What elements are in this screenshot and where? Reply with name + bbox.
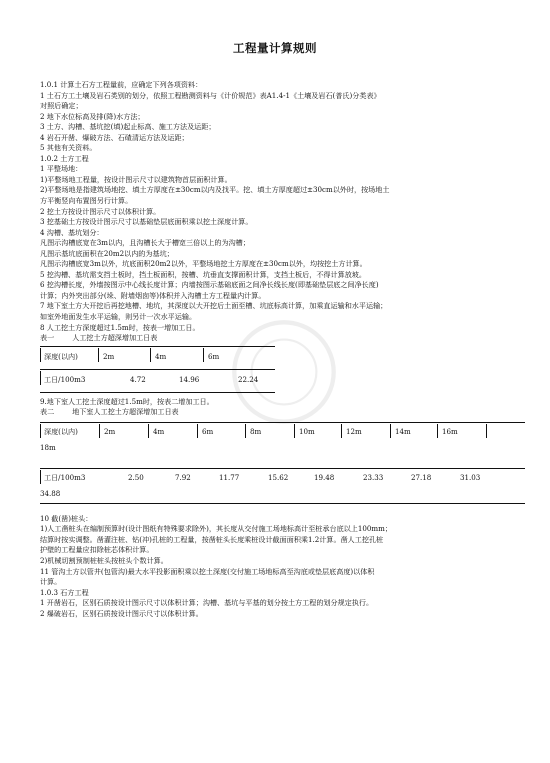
text-line: 2 挖土方按设计图示尺寸以体积计算。	[40, 206, 161, 216]
text-line: 计算；内外突出部分(垛、附墙烟囱等)体积并入沟槽土方工程量内计算。	[40, 290, 266, 300]
table-2-header-row	[40, 423, 525, 443]
text-line: 2)平整场地是指建筑场地挖、填土方厚度在±30cm以内及找平。挖、填土方厚度超过±30cm以外时，按场地土	[40, 185, 390, 195]
table-cell: 12m	[346, 426, 362, 436]
table-cell: 7.92	[175, 472, 191, 482]
text-line: 1 开凿岩石，区别石质按设计图示尺寸以体积计算；沟槽、基坑与平基的划分按土方工程的划分规定执行。	[40, 598, 374, 608]
table-cell: 6m	[202, 426, 214, 436]
text-line: 凡图示基坑底面积在20m2以内的为基坑；	[40, 248, 174, 258]
table-1-data-row	[40, 370, 275, 392]
page-title: 工程量计算规则	[233, 41, 317, 55]
text-line: 1)人工凿桩头在编制预算时(设计图纸有特殊要求除外)，其长度从交付施工场地标高计至桩承台底以上100mm；	[40, 524, 392, 534]
text-line: 5 其他有关资料。	[40, 143, 97, 153]
table-cell: 4.72	[130, 374, 146, 384]
table-cell: 工日/100m3	[44, 472, 86, 482]
table-2-caption: 表二 地下室人工挖土方超深增加工日表	[40, 407, 179, 417]
table-cell: 6m	[208, 351, 220, 361]
text-line: 护壁的工程量应扣除桩芯体积计算。	[40, 545, 154, 555]
table-cell: 8m	[250, 426, 262, 436]
table-cell: 34.88	[40, 488, 61, 498]
text-line: 5 挖沟槽、基坑需支挡土板时，挡土板面积，按槽、坑垂直支撑面积计算，支挡土板后，不得计算放坡。	[40, 269, 366, 279]
text-line: 计算。	[40, 577, 62, 587]
text-line: 1)平整场地工程量，按设计图示尺寸以建筑物首层面积计算。	[40, 174, 232, 184]
text-line: 4 沟槽、基坑划分：	[40, 227, 104, 237]
text-line: 结算时按实调整。凿灌注桩、钻(冲)孔桩的工程量，按凿桩头长度乘桩设计截面面积乘1.2计算。凿人工挖孔桩	[40, 534, 384, 544]
table-cell: 10m	[299, 426, 315, 436]
document-body	[40, 80, 525, 619]
text-line: 方平衡竖向布置图另行计算。	[40, 196, 133, 206]
table-cell: 23.33	[363, 472, 384, 482]
table-rule	[40, 392, 275, 393]
table-cell: 11.77	[219, 472, 240, 482]
text-line: 3 挖基础土方按设计图示尺寸以基础垫层底面积乘以挖土深度计算。	[40, 217, 253, 227]
text-line: 2 爆破岩石，区别石质按设计图示尺寸以体积计算。	[40, 608, 203, 618]
table-cell: 31.03	[460, 472, 481, 482]
table-cell: 22.24	[238, 374, 259, 384]
table-cell: 2.50	[128, 472, 144, 482]
text-line: 3 土方、沟槽、基坑挖(填)起止标高、施工方法及运距；	[40, 122, 216, 132]
section-1-0-2-heading: 1.0.2 土方工程	[40, 153, 89, 163]
text-line: 对照后确定；	[40, 101, 83, 111]
table-rule	[40, 503, 525, 504]
text-line: 凡图示沟槽底宽3m以外，坑底面积20m2以外，平整场地挖土方厚度在±30cm以外，均按挖土方计算。	[40, 259, 367, 269]
table-cell: 深度(以内)	[44, 351, 78, 361]
table-2	[40, 422, 525, 504]
text-line: 10 截(凿)桩头：	[40, 513, 93, 523]
table-1-caption: 表一 人工挖土方超深增加工日表	[40, 333, 158, 343]
table-cell: 14.96	[179, 374, 200, 384]
table-cell: 工日/100m3	[44, 374, 86, 384]
table-cell: 4m	[155, 351, 167, 361]
table-1	[40, 346, 275, 393]
section-1-0-1-heading: 1.0.1 计算土石方工程量前，应确定下列各项资料：	[40, 80, 203, 89]
table-cell: 18m	[40, 442, 56, 452]
table-cell: 2m	[103, 351, 115, 361]
table-cell: 4m	[153, 426, 165, 436]
text-line: 4 岩石开凿、爆破方法、石碴清运方法及运距；	[40, 132, 189, 142]
table-cell: 27.18	[411, 472, 432, 482]
table-2-data-row	[40, 469, 525, 489]
text-line: 1 土石方工土壤及岩石类别的划分，依照工程勘测资料与《计价规范》表A1.4-1《土壤及岩石(普氏)分类表》	[40, 90, 381, 100]
section-1-0-3-heading: 1.0.3 石方工程	[40, 587, 89, 597]
text-line: 6 挖沟槽长度，外墙按图示中心线长度计算；内墙按图示基础底面之间净长线长度(即基础垫层底之间净长度)	[40, 280, 379, 290]
text-line: 2)机械切割预制桩桩头按桩头个数计算。	[40, 555, 168, 565]
table-cell: 2m	[104, 426, 116, 436]
table-cell: 14m	[395, 426, 411, 436]
table-cell: 深度(以内)	[44, 426, 78, 436]
text-line: 1 平整场地：	[40, 164, 83, 174]
text-line: 如室外地面发生水平运输，则另计一次水平运输。	[40, 312, 197, 322]
text-line: 7 地下室土方大开挖后再挖地槽、地坑，其深度以大开挖后土面至槽、坑底标高计算，加乘直运输和水平运输；	[40, 301, 388, 311]
text-line: 9.地下室人工挖土深度超过1.5m时，按表二增加工日。	[40, 396, 214, 406]
table-1-header-row	[40, 347, 275, 369]
table-cell: 19.48	[314, 472, 335, 482]
table-cell: 16m	[442, 426, 458, 436]
text-line: 11 管沟土方以管井(包管沟)最大水平投影面积乘以挖土深度(交付施工场地标高至沟底或垫层底高度)以体积	[40, 566, 375, 576]
text-line: 2 地下水位标高及排(降)水方法；	[40, 111, 145, 121]
text-line: 凡图示沟槽底宽在3m以内，且沟槽长大于槽宽三倍以上的为沟槽；	[40, 238, 250, 248]
text-line: 8 人工挖土方深度超过1.5m时，按表一增加工日。	[40, 322, 200, 332]
table-cell: 15.62	[268, 472, 289, 482]
